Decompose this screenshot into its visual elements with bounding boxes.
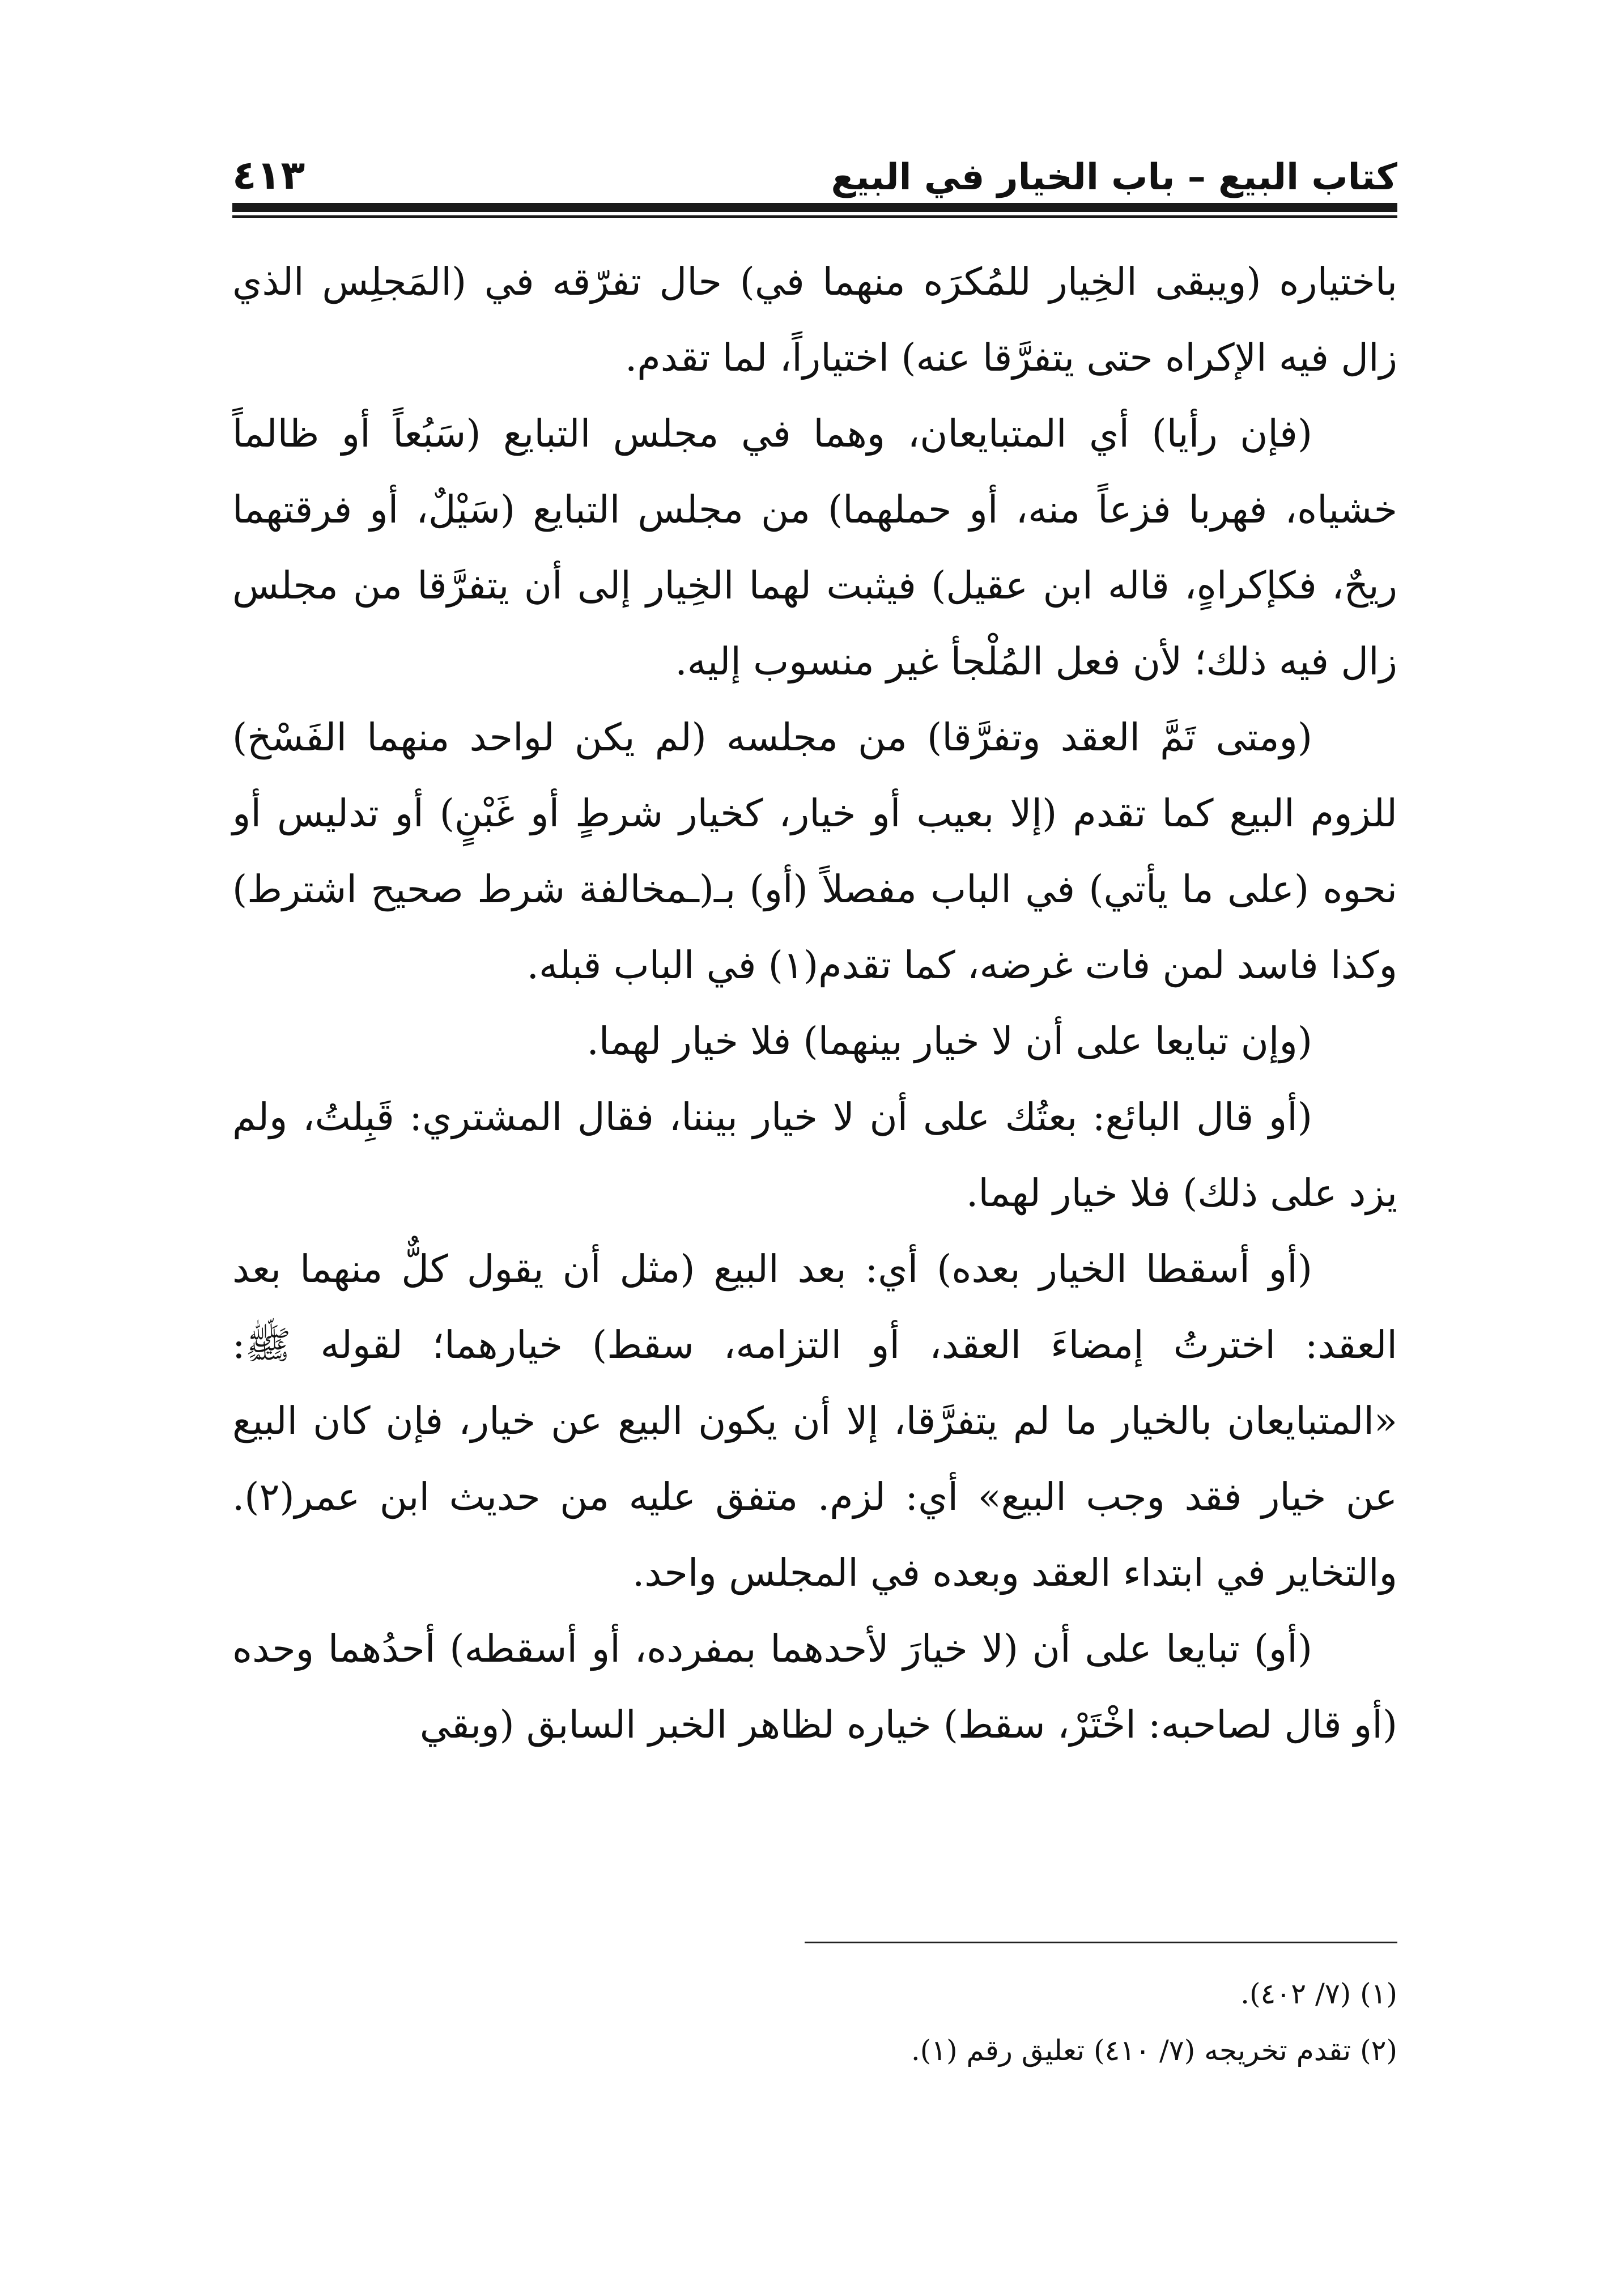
- paragraph-4: (وإن تبايعا على أن لا خيار بينهما) فلا خيار لهما.: [586, 1019, 1312, 1063]
- paragraph-2: (فإن رأيا) أي المتبايعان، وهما في مجلس التبايع (سَبُعاً أو ظالماً خشياه، فهربا فزعاً منه، أو حملهما) من مجلس التبايع (سَيْلٌ، أو فرقتهما ريحٌ، فكإكراهٍ، قاله ابن عقيل) فيثبت لهما الخِيار إلى أن يتفرَّقا من مجلس زال فيه ذلك؛ لأن فعل المُلْجأ غير منسوب إليه.: [232, 411, 1397, 683]
- footnote-separator: [805, 1942, 1397, 1943]
- footnote-1: (١) (٧/ ٤٠٢).: [1240, 1977, 1397, 2010]
- body-text: [232, 244, 1397, 1763]
- paragraph-6: (أو أسقطا الخيار بعده) أي: بعد البيع (مثل أن يقول كلٌّ منهما بعد العقد: اخترتُ إمضاءَ العقد، أو التزامه، سقط) خيارهما؛ لقوله ﷺ: «المتبايعان بالخيار ما لم يتفرَّقا، إلا أن يكون البيع عن خيار، فإن كان البيع عن خيار فقد وجب البيع» أي: لزم. متفق عليه من حديث ابن عمر(٢). والتخاير في ابتداء العقد وبعده في المجلس واحد.: [232, 1247, 1397, 1595]
- running-header: [232, 125, 1397, 198]
- footnotes: [232, 1965, 1397, 2079]
- header-rule-thin: [232, 215, 1397, 218]
- paragraph-7: (أو) تبايعا على أن (لا خيارَ لأحدهما بمفرده، أو أسقطه) أحدُهما وحده (أو قال لصاحبه: اخْتَرْ، سقط) خياره لظاهر الخبر السابق (وبقي: [232, 1627, 1397, 1747]
- page-number: ٤١٣: [232, 152, 305, 198]
- running-title: كتاب البيع – باب الخيار في البيع: [831, 156, 1397, 198]
- header-rule: [232, 203, 1397, 212]
- paragraph-3: (ومتى تَمَّ العقد وتفرَّقا) من مجلسه (لم يكن لواحد منهما الفَسْخ) للزوم البيع كما تقدم (إلا بعيب أو خيار، كخيار شرطٍ أو غَبْنٍ) أو تدليس أو نحوه (على ما يأتي) في الباب مفصلاً (أو) بـ(ـمخالفة شرط صحيح اشترط) وكذا فاسد لمن فات غرضه، كما تقدم(١) في الباب قبله.: [232, 715, 1397, 987]
- paragraph-1: باختياره (ويبقى الخِيار للمُكرَه منهما في) حال تفرّقه في (المَجلِس الذي زال فيه الإكراه حتى يتفرَّقا عنه) اختياراً، لما تقدم.: [232, 260, 1397, 380]
- footnote-2: (٢) تقدم تخريجه (٧/ ٤١٠) تعليق رقم (١).: [911, 2034, 1397, 2067]
- paragraph-5: (أو قال البائع: بعتُك على أن لا خيار بيننا، فقال المشتري: قَبِلتُ، ولم يزد على ذلك) فلا خيار لهما.: [232, 1095, 1397, 1215]
